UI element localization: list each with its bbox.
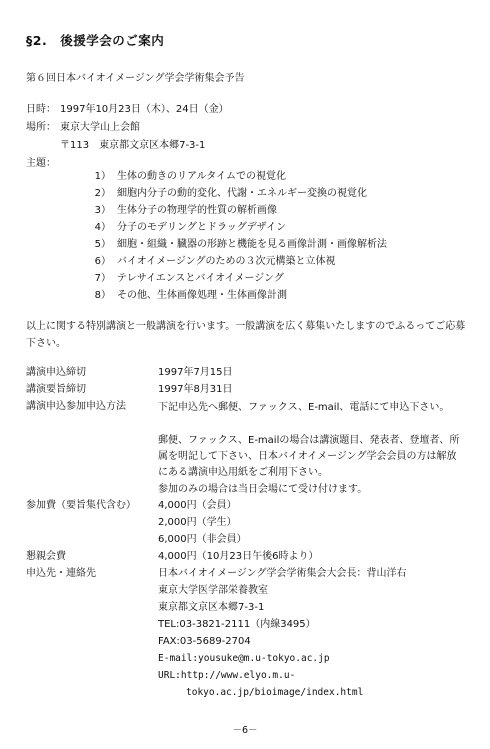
topic-item	[89, 255, 335, 268]
topic-text: 細胞・組織・臓器の形跡と機能を見る画像計測・画像解析法	[117, 239, 387, 250]
intro-paragraph: 以上に関する特別講演と一般講演を行います。一般講演を広く募集いたしますのでふるってご応募下さい。	[26, 321, 466, 349]
party-fee-value: 4,000円（10月23日午後6時より）	[158, 551, 319, 562]
topic-text: テレサイエンスとバイオイメージング	[117, 273, 284, 284]
contact-url: URL:http://www.elyo.m.u-	[158, 670, 296, 681]
topic-item	[89, 221, 286, 234]
application-method-line: 下記申込先へ郵便、ファックス、E-mail、電話にて申込下さい。	[158, 402, 450, 413]
topic-text: 生体の動きのリアルタイムでの視覚化	[117, 171, 286, 182]
topic-number: 5）	[94, 239, 111, 250]
topic-text: 生体分子の物理学的性質の解析画像	[117, 205, 277, 216]
fee-member: 4,000円（会員）	[158, 500, 237, 511]
contact-label: 申込先・連絡先	[26, 568, 96, 579]
abstract-deadline-value: 1997年8月31日	[158, 384, 233, 395]
topic-number: 8）	[94, 290, 111, 301]
date-value: 1997年10月23日（木）、24日（金）	[60, 104, 229, 115]
topic-number: 7）	[94, 273, 111, 284]
topic-number: 1）	[94, 171, 111, 182]
fee-nonmember: 6,000円（非会員）	[158, 534, 247, 545]
party-fee-label: 懇親会費	[26, 551, 66, 562]
theme-label: 主題：	[26, 158, 56, 169]
topic-item	[89, 187, 367, 200]
topic-number: 3）	[94, 205, 111, 216]
topic-item	[89, 204, 277, 217]
date-label: 日時：	[26, 104, 56, 115]
topic-text: その他、生体画像処理・生体画像計測	[117, 290, 287, 301]
application-method-label: 講演申込参加申込方法	[26, 401, 126, 412]
section-title: §2. 後援学会のご案内	[26, 33, 165, 48]
contact-url-continued: tokyo.ac.jp/bioimage/index.html	[186, 687, 364, 698]
application-method-line: 郵便、ファックス、E-mailの場合は講演題目、発表者、登壇者、所属を明記して下さい、日本バイオイメージング学会会員の方は解放にある講演申込用紙をご利用下さい。	[158, 435, 460, 478]
topic-number: 2）	[94, 188, 111, 199]
event-subtitle: 第６回日本バイオイメージング学会学術集会予告	[26, 73, 245, 84]
contact-line: 日本バイオイメージング学会学術集会大会長：背山洋右	[158, 568, 407, 579]
topic-item	[89, 238, 387, 251]
topic-text: バイオイメージングのための３次元構築と立体視	[117, 256, 336, 267]
deadline-label: 講演申込締切	[26, 367, 86, 378]
fee-label: 参加費（要旨集代含む）	[26, 500, 136, 511]
place-value: 東京大学山上会館	[60, 122, 140, 133]
deadline-value: 1997年7月15日	[158, 367, 233, 378]
place-label: 場所：	[26, 122, 56, 133]
contact-phone: TEL:03-3821-2111（内線3495）	[158, 619, 316, 630]
place-address: 〒113 東京都文京区本郷7-3-1	[60, 140, 206, 151]
topic-item	[89, 289, 287, 302]
topic-text: 細胞内分子の動的変化、代謝・エネルギー変換の視覚化	[117, 188, 367, 199]
fee-student: 2,000円（学生）	[158, 517, 237, 528]
topic-item	[89, 170, 286, 183]
contact-fax: FAX:03-5689-2704	[158, 636, 251, 647]
contact-line: 東京大学医学部栄養教室	[158, 585, 268, 596]
topic-number: 6）	[94, 256, 111, 267]
page-number: －6－	[232, 725, 258, 736]
contact-email: E-mail:yousuke@m.u-tokyo.ac.jp	[158, 653, 330, 664]
topic-text: 分子のモデリングとドラッグデザイン	[117, 222, 287, 233]
topic-item	[89, 272, 284, 285]
contact-line: 東京都文京区本郷7-3-1	[158, 602, 265, 613]
application-method-line: 参加のみの場合は当日会場にて受け付けます。	[158, 484, 368, 495]
abstract-deadline-label: 講演要旨締切	[26, 384, 86, 395]
topic-number: 4）	[94, 222, 111, 233]
